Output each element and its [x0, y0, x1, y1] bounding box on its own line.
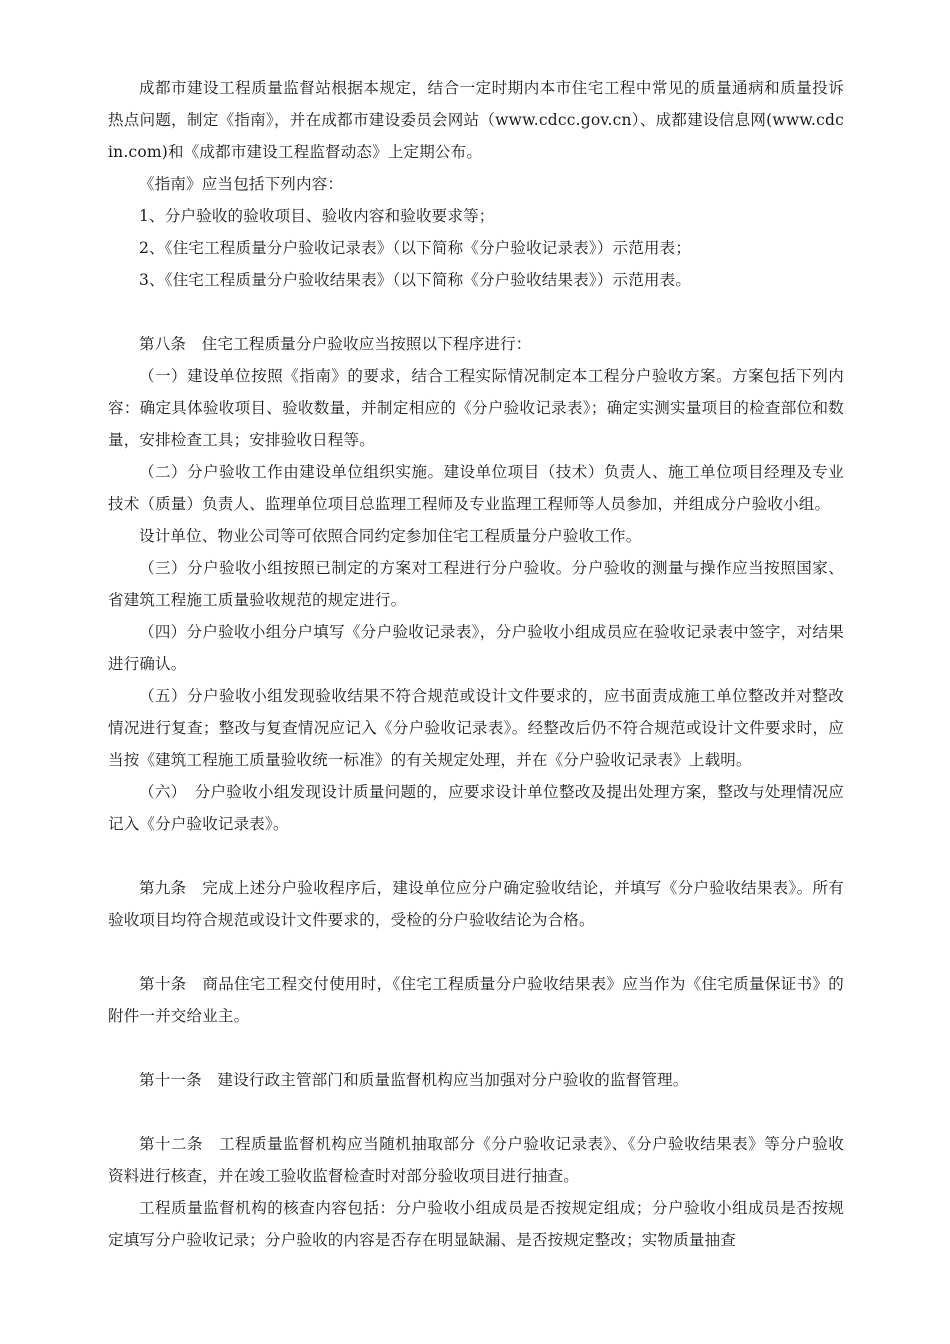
paragraph-spacer [108, 1032, 844, 1064]
list-item-2: 2、《住宅工程质量分户验收记录表》（以下简称《分户验收记录表》）示范用表； [139, 239, 692, 257]
paragraph-spacer [108, 1096, 844, 1128]
paragraph-guide-intro: 成都市建设工程质量监督站根据本规定，结合一定时期内本市住宅工程中常见的质量通病和质量投诉热点问题，制定《指南》，并在成都市建设委员会网站（www.cdcc.gov.cn）、成都建设信息网(www.cdcin.com)和《成都市建设工程监督动态》上定期公布。 [108, 79, 844, 161]
paragraph-spacer [108, 936, 844, 968]
article-8-item-5: （五）分户验收小组发现验收结果不符合规范或设计文件要求的，应书面责成施工单位整改并对整改情况进行复查；整改与复查情况应记入《分户验收记录表》。经整改后仍不符合规范或设计文件要求时，应当按《建筑工程施工质量验收统一标准》的有关规定处理，并在《分户验收记录表》上载明。 [108, 687, 844, 769]
paragraph-guide-contents: 《指南》应当包括下列内容： [139, 175, 344, 193]
article-8-item-4: （四）分户验收小组分户填写《分户验收记录表》，分户验收小组成员应在验收记录表中签字，对结果进行确认。 [108, 623, 844, 673]
article-10: 第十条 商品住宅工程交付使用时，《住宅工程质量分户验收结果表》应当作为《住宅质量保证书》的附件一并交给业主。 [108, 975, 844, 1025]
article-8-item-6: （六） 分户验收小组发现设计质量问题的，应要求设计单位整改及提出处理方案，整改与处理情况应记入《分户验收记录表》。 [108, 783, 844, 833]
article-8-item-1: （一）建设单位按照《指南》的要求，结合工程实际情况制定本工程分户验收方案。方案包括下列内容：确定具体验收项目、验收数量，并制定相应的《分户验收记录表》；确定实测实量项目的检查部位和数量，安排检查工具；安排验收日程等。 [108, 367, 844, 449]
paragraph-spacer [108, 296, 844, 328]
article-12: 第十二条 工程质量监督机构应当随机抽取部分《分户验收记录表》、《分户验收结果表》等分户验收资料进行核查，并在竣工验收监督检查时对部分验收项目进行抽查。 [108, 1135, 844, 1185]
article-8-item-2: （二）分户验收工作由建设单位组织实施。建设单位项目（技术）负责人、施工单位项目经理及专业技术（质量）负责人、监理单位项目总监理工程师及专业监理工程师等人员参加，并组成分户验收小组。 [108, 463, 844, 513]
article-8-heading: 第八条 住宅工程质量分户验收应当按照以下程序进行： [139, 335, 532, 353]
article-11: 第十一条 建设行政主管部门和质量监督机构应当加强对分户验收的监督管理。 [139, 1071, 689, 1089]
article-9: 第九条 完成上述分户验收程序后，建设单位应分户确定验收结论，并填写《分户验收结果表》。所有验收项目均符合规范或设计文件要求的，受检的分户验收结论为合格。 [108, 879, 844, 929]
article-8-item-2-note: 设计单位、物业公司等可依照合同约定参加住宅工程质量分户验收工作。 [139, 527, 642, 545]
article-12-inspection-content: 工程质量监督机构的核查内容包括：分户验收小组成员是否按规定组成；分户验收小组成员是否按规定填写分户验收记录；分户验收的内容是否存在明显缺漏、是否按规定整改；实物质量抽查 [108, 1199, 844, 1249]
list-item-3: 3、《住宅工程质量分户验收结果表》（以下简称《分户验收结果表》）示范用表。 [139, 271, 692, 289]
list-item-1: 1、分户验收的验收项目、验收内容和验收要求等； [139, 207, 495, 225]
article-8-item-3: （三）分户验收小组按照已制定的方案对工程进行分户验收。分户验收的测量与操作应当按照国家、省建筑工程施工质量验收规范的规定进行。 [108, 559, 844, 609]
document-body [108, 72, 844, 1256]
paragraph-spacer [108, 840, 844, 872]
